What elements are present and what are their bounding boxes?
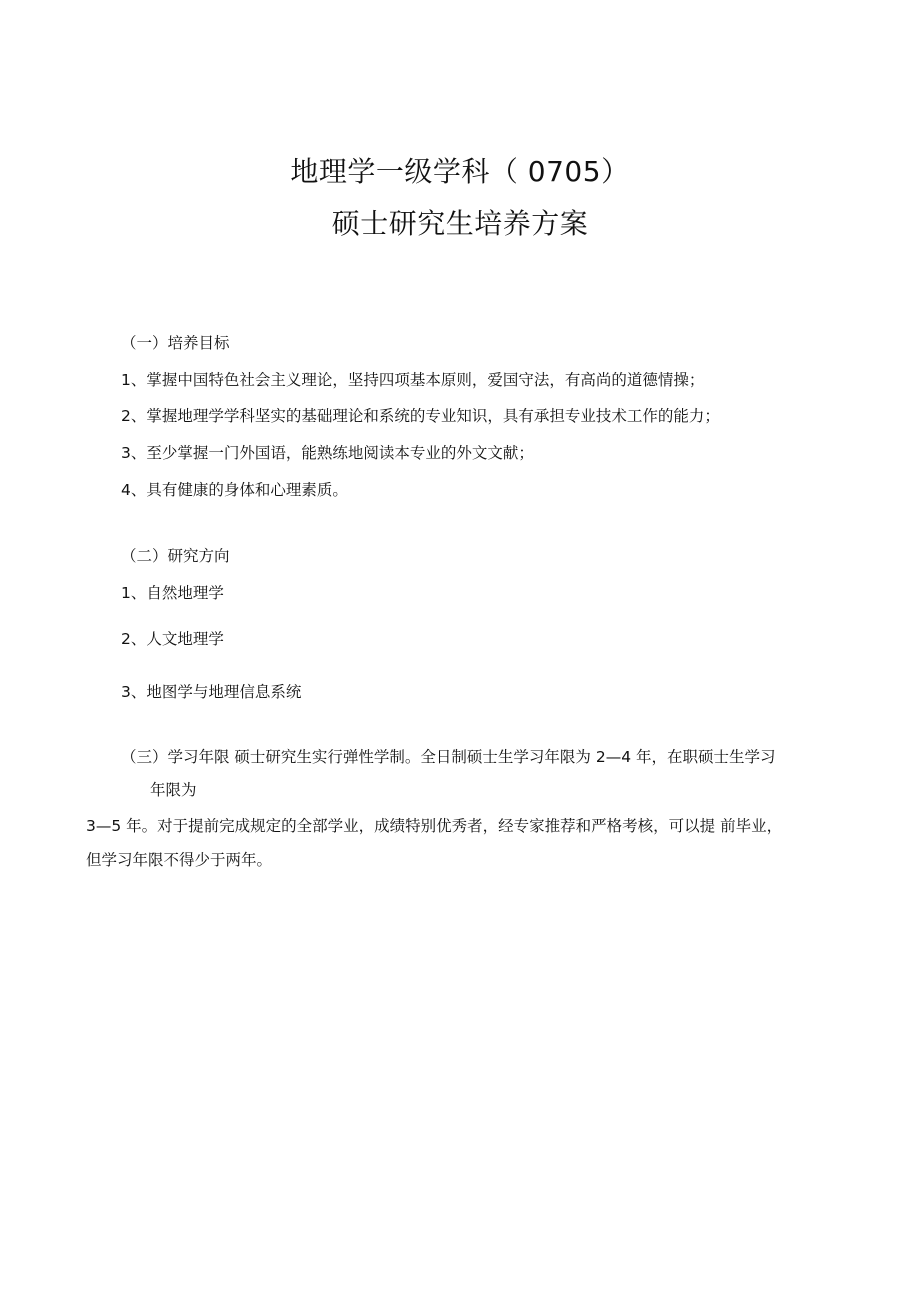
objective-item: 4、具有健康的身体和心理素质。 bbox=[121, 481, 348, 499]
section-duration-line: 3—5 年。对于提前完成规定的全部学业，成绩特别优秀者，经专家推荐和严格考核，可以提 前毕业， bbox=[86, 817, 783, 835]
objective-item: 2、掌握地理学学科坚实的基础理论和系统的专业知识，具有承担专业技术工作的能力； bbox=[121, 407, 720, 425]
section-duration-line: 年限为 bbox=[150, 781, 197, 799]
section-heading-directions: （二）研究方向 bbox=[121, 547, 230, 565]
direction-item: 1、自然地理学 bbox=[121, 584, 224, 602]
direction-item: 2、人文地理学 bbox=[121, 630, 224, 648]
document-title: 地理学一级学科（ 0705） bbox=[290, 155, 630, 188]
section-duration-line: （三）学习年限 硕士研究生实行弹性学制。全日制硕士生学习年限为 2—4 年，在职硕士生学习 bbox=[121, 748, 776, 766]
objective-item: 1、掌握中国特色社会主义理论，坚持四项基本原则，爱国守法，有高尚的道德情操； bbox=[121, 371, 705, 389]
objective-item: 3、至少掌握一门外国语，能熟练地阅读本专业的外文文献； bbox=[121, 444, 534, 462]
section-heading-objectives: （一）培养目标 bbox=[121, 334, 230, 352]
section-duration-line: 但学习年限不得少于两年。 bbox=[86, 851, 273, 869]
direction-item: 3、地图学与地理信息系统 bbox=[121, 683, 302, 701]
document-subtitle: 硕士研究生培养方案 bbox=[331, 207, 589, 240]
